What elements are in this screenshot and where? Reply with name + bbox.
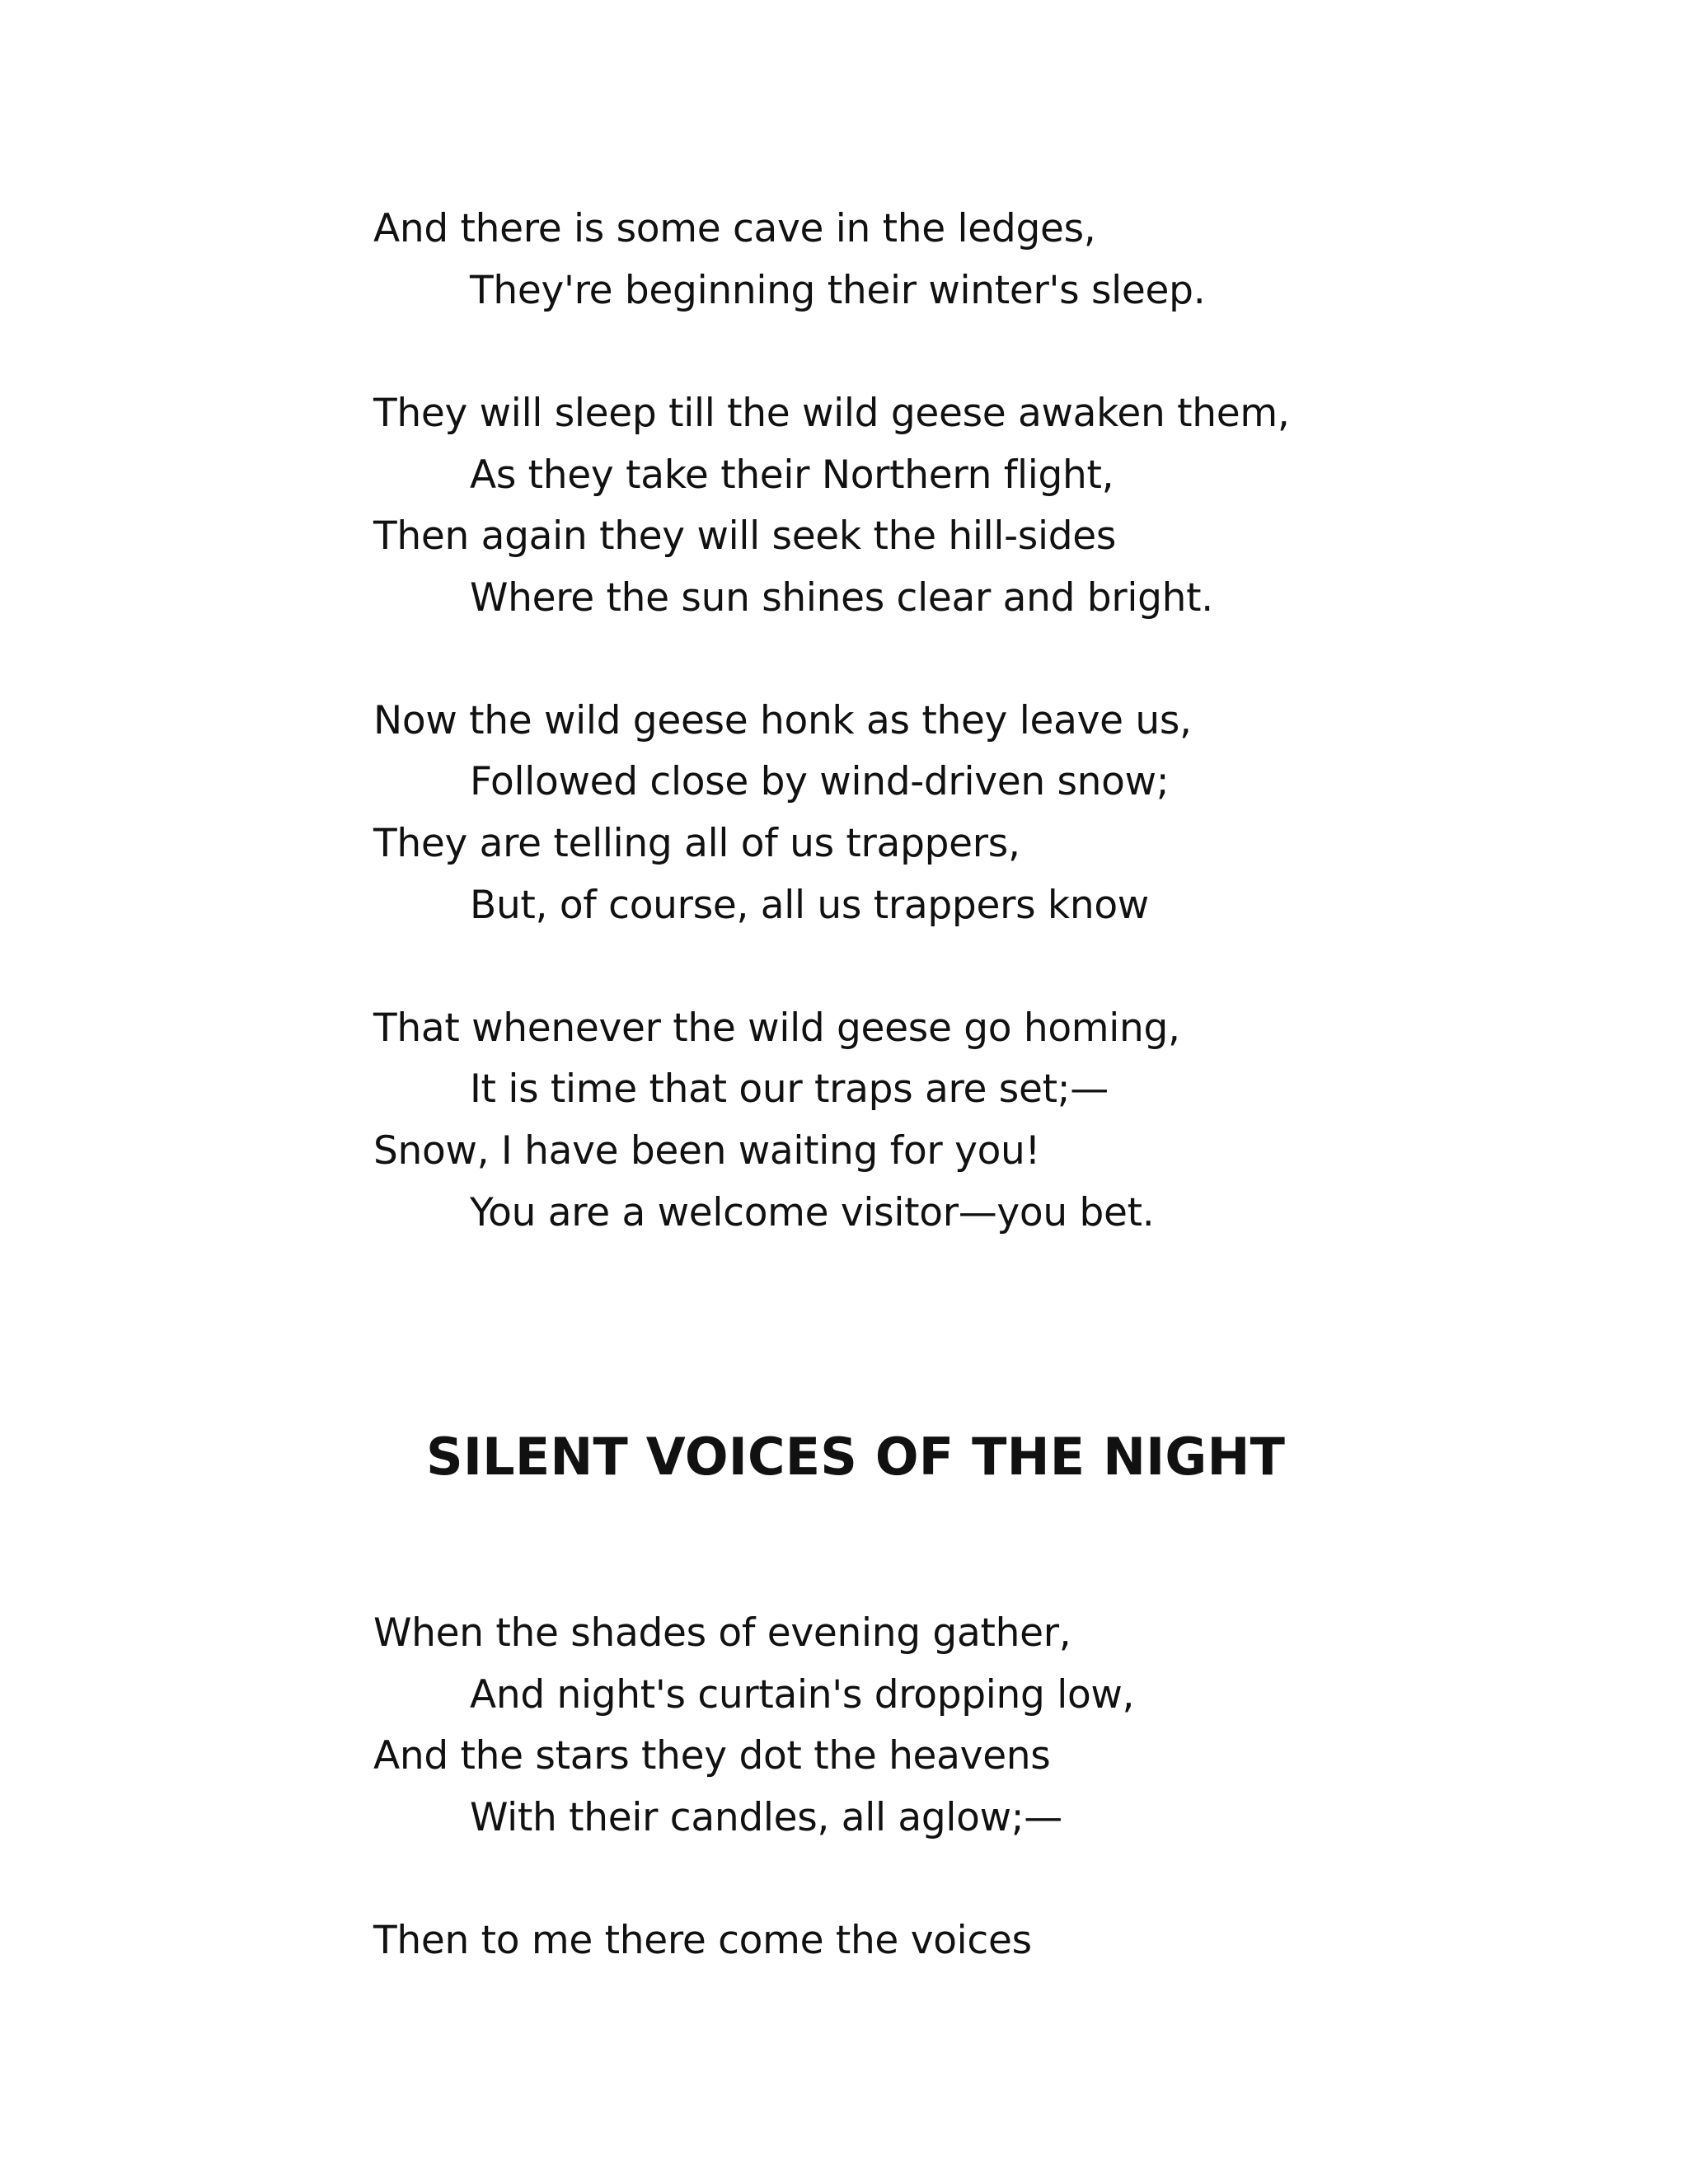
- poem-line: And night's curtain's dropping low,: [470, 1672, 1135, 1718]
- poem-line: Snow, I have been waiting for you!: [373, 1128, 1041, 1174]
- poem-line: But, of course, all us trappers know: [470, 883, 1149, 928]
- poem-line: That whenever the wild geese go homing,: [373, 1005, 1180, 1051]
- poem-line: Where the sun shines clear and bright.: [470, 575, 1213, 621]
- poem-line: Then to me there come the voices: [373, 1918, 1032, 1963]
- poem-line: They're beginning their winter's sleep.: [470, 268, 1206, 313]
- poem-line: They are telling all of us trappers,: [373, 821, 1020, 866]
- poem-line: Then again they will seek the hill-sides: [373, 513, 1117, 559]
- poem-line: With their candles, all aglow;—: [470, 1795, 1062, 1840]
- poem-line: As they take their Northern flight,: [470, 452, 1114, 498]
- poem-line: They will sleep till the wild geese awaken them,: [373, 391, 1290, 436]
- poem-line: It is time that our traps are set;—: [470, 1066, 1109, 1112]
- poem-line: You are a welcome visitor—you bet.: [470, 1190, 1155, 1235]
- poem-line: When the shades of evening gather,: [373, 1610, 1071, 1656]
- poem-line: Followed close by wind-driven snow;: [470, 759, 1170, 804]
- poem-line: Now the wild geese honk as they leave us,: [373, 698, 1192, 743]
- poem-title: SILENT VOICES OF THE NIGHT: [426, 1427, 1286, 1487]
- poem-line: And the stars they dot the heavens: [373, 1733, 1051, 1779]
- poem-line: And there is some cave in the ledges,: [373, 206, 1096, 251]
